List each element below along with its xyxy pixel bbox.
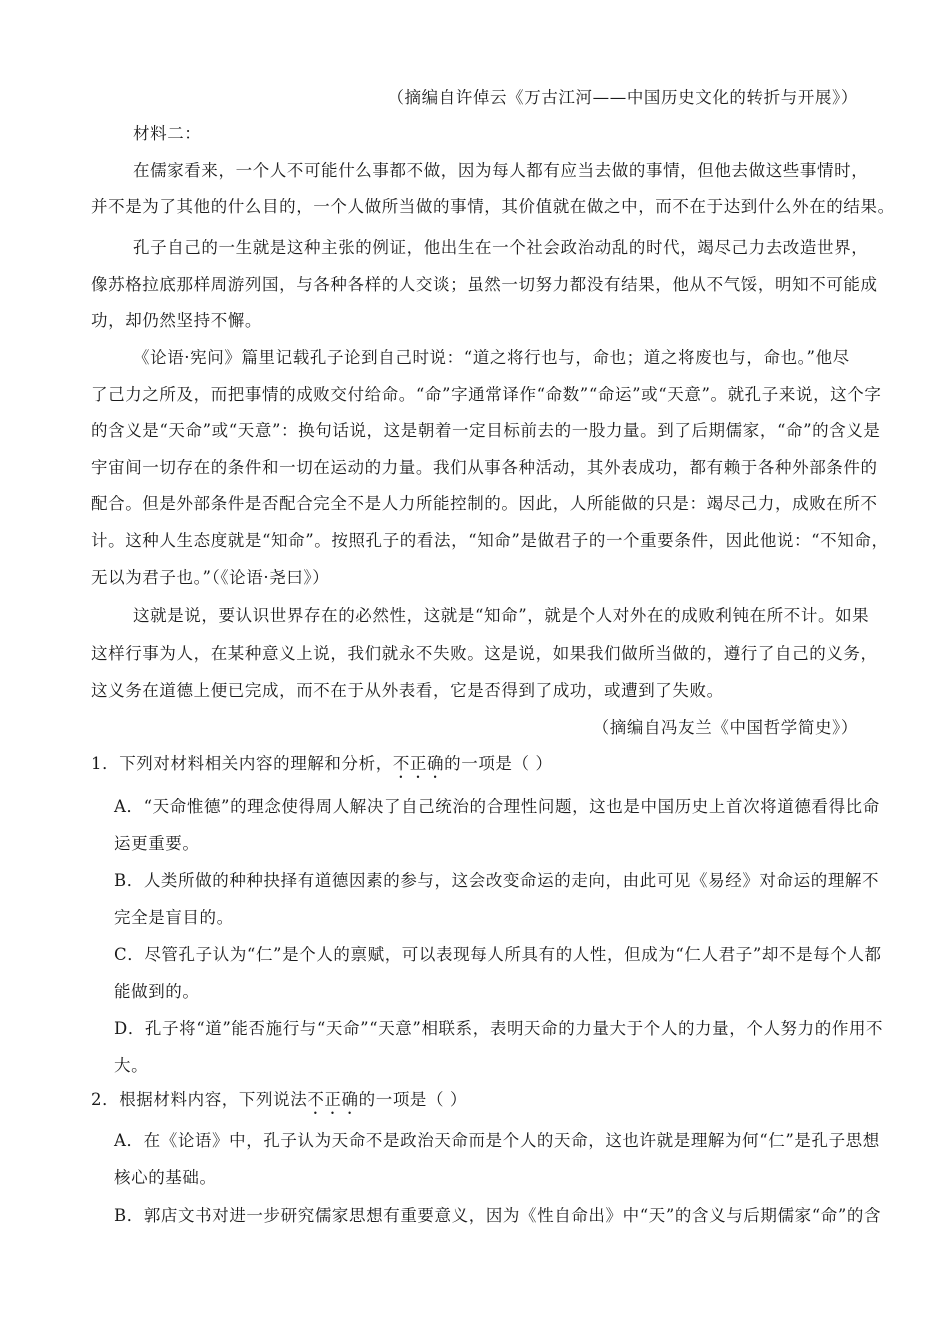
paragraph-4-line: 这义务在道德上便已完成，而不在于从外表看，它是否得到了成功，或遭到了失败。 [91,681,724,700]
question-1-stem [91,752,553,782]
paragraph-2-line: 孔子自己的一生就是这种主张的例证，他出生在一个社会政治动乱的时代，竭尽己力去改造世界， [133,238,869,257]
q2-option-a: A．在《论语》中，孔子认为天命不是政治天命而是个人的天命，这也许就是理解为何“仁”是孔子思想 [114,1131,880,1150]
q2-option-b: B．郭店文书对进一步研究儒家思想有重要意义，因为《性自命出》中“天”的含义与后期儒家“命”的含 [114,1206,882,1225]
paragraph-3-line: 无以为君子也。”（《论语·尧曰》） [91,568,330,587]
paragraph-3-line: 了己力之所及，而把事情的成败交付给命。“命”字通常译作“命数”“命运”或“天意”。就孔子来说，这个字 [91,385,882,404]
q1-option-b-cont: 完全是盲目的。 [114,908,234,927]
q2-option-a-cont: 核心的基础。 [114,1168,217,1187]
question-1-stem-pre: 1．下列对材料相关内容的理解和分析， [91,754,393,773]
q1-option-b: B．人类所做的种种抉择有道德因素的参与，这会改变命运的走向，由此可见《易经》对命运的理解不 [114,871,880,890]
material-2-heading: 材料二： [133,124,202,143]
paragraph-3-line: 配合。但是外部条件是否配合完全不是人力所能控制的。因此，人所能做的只是：竭尽己力，成败在所不 [91,494,878,513]
q1-option-d-cont: 大。 [114,1056,149,1075]
source-citation-1: （摘编自许倬云《万古江河——中国历史文化的转折与开展》） [387,88,858,107]
question-2-stem-post: 的一项是（ ） [358,1090,468,1109]
q1-option-c-cont: 能做到的。 [114,982,200,1001]
paragraph-3-line: 宇宙间一切存在的条件和一切在运动的力量。我们从事各种活动，其外表成功，都有赖于各种外部条件的 [91,458,878,477]
paragraph-2-line: 功，却仍然坚持不懈。 [91,311,262,330]
paragraph-3-line: 的含义是“天命”或“天意”：换句话说，这是朝着一定目标前去的一股力量。到了后期儒家，“命”的含义是 [91,421,881,440]
paragraph-3-line: 《论语·宪问》篇里记载孔子论到自己时说：“道之将行也与，命也；道之将废也与，命也。”他尽 [133,348,850,367]
q1-option-c: C．尽管孔子认为“仁”是个人的禀赋，可以表现每人所具有的人性，但成为“仁人君子”却不是每个人都 [114,945,882,964]
emphasis-not-correct: 不正确 [307,1090,359,1109]
paragraph-3-line: 计。这种人生态度就是“知命”。按照孔子的看法，“知命”是做君子的一个重要条件，因此他说：“不知命， [91,531,889,550]
emphasis-not-correct: 不正确 [392,754,445,773]
q1-option-d: D．孔子将“道”能否施行与“天命”“天意”相联系，表明天命的力量大于个人的力量，个人努力的作用不 [114,1019,884,1038]
q1-option-a-cont: 运更重要。 [114,834,200,853]
question-1-stem-post: 的一项是（ ） [444,754,553,773]
paragraph-4-line: 这样行事为人，在某种意义上说，我们就永不失败。这是说，如果我们做所当做的，遵行了自己的义务， [91,644,878,663]
question-2-stem-pre: 2．根据材料内容，下列说法 [91,1090,308,1109]
paragraph-4-line: 这就是说，要认识世界存在的必然性，这就是“知命”，就是个人对外在的成败利钝在所不计。如果 [133,606,870,625]
source-citation-2: （摘编自冯友兰《中国哲学简史》） [592,718,858,737]
paragraph-1-line: 在儒家看来，一个人不可能什么事都不做，因为每人都有应当去做的事情，但他去做这些事情时， [133,161,869,180]
paragraph-2-line: 像苏格拉底那样周游列国，与各种各样的人交谈；虽然一切努力都没有结果，他从不气馁，明知不可能成 [91,275,878,294]
question-2-stem [91,1088,467,1118]
q1-option-a: A．“天命惟德”的理念使得周人解决了自己统治的合理性问题，这也是中国历史上首次将道德看得比命 [114,797,880,816]
paragraph-1-line: 并不是为了其他的什么目的，一个人做所当做的事情，其价值就在做之中，而不在于达到什么外在的结果。 [91,197,895,216]
